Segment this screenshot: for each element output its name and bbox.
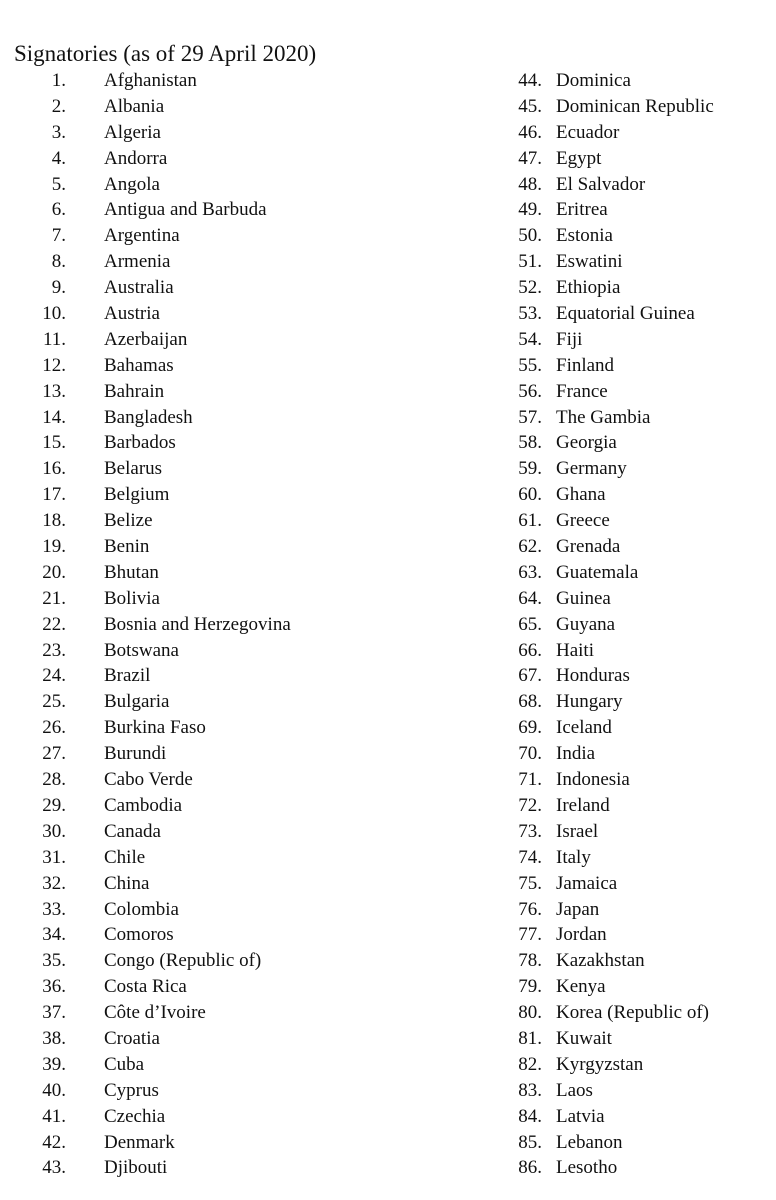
- item-number: 64.: [518, 587, 542, 609]
- item-number: 53.: [518, 303, 542, 325]
- country-name: Angola: [104, 173, 160, 195]
- country-name: Canada: [104, 820, 161, 842]
- item-number: 30.: [42, 820, 66, 842]
- item-number: 71.: [518, 769, 542, 791]
- item-number: 84.: [518, 1105, 542, 1127]
- country-name: Haiti: [556, 639, 594, 661]
- country-name: Comoros: [104, 924, 174, 946]
- item-number: 3.: [51, 121, 66, 143]
- country-name: Kazakhstan: [556, 950, 645, 972]
- country-name: Chile: [104, 846, 146, 868]
- country-name: Burundi: [104, 743, 167, 765]
- country-name: Croatia: [104, 1027, 160, 1049]
- item-number: 76.: [518, 898, 542, 920]
- country-name: Algeria: [104, 121, 161, 143]
- item-number: 36.: [42, 976, 66, 998]
- country-name: Bosnia and Herzegovina: [104, 613, 291, 635]
- page-title: Signatories (as of 29 April 2020): [14, 41, 317, 66]
- item-number: 28.: [42, 769, 66, 791]
- item-number: 55.: [518, 354, 542, 376]
- item-number: 26.: [42, 717, 66, 739]
- item-number: 44.: [518, 70, 542, 91]
- item-number: 56.: [518, 380, 542, 402]
- item-number: 37.: [42, 1002, 66, 1024]
- country-name: Equatorial Guinea: [556, 303, 695, 325]
- country-name: Fiji: [556, 328, 583, 350]
- country-name: Eswatini: [556, 251, 623, 273]
- country-name: Bahamas: [104, 354, 174, 376]
- item-number: 52.: [518, 277, 542, 299]
- country-name: Australia: [104, 277, 174, 299]
- item-number: 25.: [42, 691, 66, 713]
- item-number: 42.: [42, 1131, 66, 1153]
- item-number: 18.: [42, 510, 66, 532]
- item-number: 58.: [518, 432, 542, 454]
- country-name: China: [104, 872, 150, 894]
- item-number: 23.: [42, 639, 66, 661]
- country-name: Guatemala: [556, 561, 639, 583]
- item-number: 12.: [42, 354, 66, 376]
- country-name: Hungary: [556, 691, 623, 713]
- country-name: Ghana: [556, 484, 606, 506]
- country-name: Bangladesh: [104, 406, 193, 428]
- item-number: 70.: [518, 743, 542, 765]
- item-number: 21.: [42, 587, 66, 609]
- item-number: 86.: [518, 1157, 542, 1179]
- item-number: 27.: [42, 743, 66, 765]
- item-number: 83.: [518, 1079, 542, 1101]
- country-name: Eritrea: [556, 199, 608, 221]
- item-number: 22.: [42, 613, 66, 635]
- country-name: Kyrgyzstan: [556, 1053, 644, 1075]
- item-number: 17.: [42, 484, 66, 506]
- country-name: Finland: [556, 354, 615, 376]
- item-number: 61.: [518, 510, 542, 532]
- country-name: Germany: [556, 458, 627, 480]
- item-number: 20.: [42, 561, 66, 583]
- item-number: 16.: [42, 458, 66, 480]
- country-name: Antigua and Barbuda: [104, 199, 267, 221]
- item-number: 13.: [42, 380, 66, 402]
- country-name: The Gambia: [556, 406, 651, 428]
- country-name: Benin: [104, 536, 150, 558]
- country-name: Jordan: [556, 924, 607, 946]
- item-number: 29.: [42, 794, 66, 816]
- country-name: Armenia: [104, 251, 171, 273]
- item-number: 11.: [42, 328, 66, 350]
- country-name: Czechia: [104, 1105, 166, 1127]
- country-name: Denmark: [104, 1131, 175, 1153]
- country-name: Colombia: [104, 898, 179, 920]
- item-number: 1.: [51, 70, 66, 91]
- country-name: Argentina: [104, 225, 180, 247]
- country-name: El Salvador: [556, 173, 646, 195]
- country-name: Guyana: [556, 613, 616, 635]
- country-name: Belize: [104, 510, 153, 532]
- item-number: 32.: [42, 872, 66, 894]
- country-name: Bahrain: [104, 380, 165, 402]
- country-name: Greece: [556, 510, 610, 532]
- item-number: 73.: [518, 820, 542, 842]
- country-name: Bulgaria: [104, 691, 170, 713]
- item-number: 45.: [518, 95, 542, 117]
- country-name: Azerbaijan: [104, 328, 188, 350]
- item-number: 6.: [51, 199, 66, 221]
- country-name: Cuba: [104, 1053, 145, 1075]
- item-number: 72.: [518, 794, 542, 816]
- country-name: Austria: [104, 303, 160, 325]
- country-name: Ireland: [556, 794, 610, 816]
- country-name: Latvia: [556, 1105, 605, 1127]
- country-name: Côte d’Ivoire: [104, 1002, 206, 1024]
- item-number: 63.: [518, 561, 542, 583]
- country-name: Indonesia: [556, 769, 630, 791]
- item-number: 81.: [518, 1027, 542, 1049]
- country-name: Bolivia: [104, 587, 160, 609]
- country-name: Botswana: [104, 639, 179, 661]
- item-number: 85.: [518, 1131, 542, 1153]
- item-number: 67.: [518, 665, 542, 687]
- country-name: Afghanistan: [104, 70, 197, 91]
- country-name: Bhutan: [104, 561, 159, 583]
- item-number: 19.: [42, 536, 66, 558]
- item-number: 39.: [42, 1053, 66, 1075]
- country-name: Burkina Faso: [104, 717, 206, 739]
- country-name: India: [556, 743, 596, 765]
- item-number: 34.: [42, 924, 66, 946]
- country-name: Costa Rica: [104, 976, 187, 998]
- item-number: 8.: [51, 251, 66, 273]
- country-name: Iceland: [556, 717, 612, 739]
- country-name: Italy: [556, 846, 591, 868]
- item-number: 33.: [42, 898, 66, 920]
- item-number: 69.: [518, 717, 542, 739]
- country-name: Dominica: [556, 70, 631, 91]
- item-number: 49.: [518, 199, 542, 221]
- country-name: Israel: [556, 820, 599, 842]
- country-name: Belgium: [104, 484, 170, 506]
- item-number: 41.: [42, 1105, 66, 1127]
- item-number: 79.: [518, 976, 542, 998]
- item-number: 50.: [518, 225, 542, 247]
- item-number: 80.: [518, 1002, 542, 1024]
- country-name: Ethiopia: [556, 277, 621, 299]
- item-number: 57.: [518, 406, 542, 428]
- item-number: 46.: [518, 121, 542, 143]
- item-number: 68.: [518, 691, 542, 713]
- country-name: Laos: [556, 1079, 593, 1101]
- item-number: 4.: [51, 147, 66, 169]
- item-number: 48.: [518, 173, 542, 195]
- country-name: Dominican Republic: [556, 95, 714, 117]
- country-name: Djibouti: [104, 1157, 168, 1179]
- country-name: Lesotho: [556, 1157, 618, 1179]
- country-name: Lebanon: [556, 1131, 623, 1153]
- country-name: Honduras: [556, 665, 630, 687]
- country-name: Japan: [556, 898, 600, 920]
- country-name: Congo (Republic of): [104, 950, 262, 972]
- item-number: 82.: [518, 1053, 542, 1075]
- item-number: 78.: [518, 950, 542, 972]
- country-name: Korea (Republic of): [556, 1002, 709, 1024]
- item-number: 31.: [42, 846, 66, 868]
- item-number: 43.: [42, 1157, 66, 1179]
- item-number: 10.: [42, 303, 66, 325]
- item-number: 66.: [518, 639, 542, 661]
- country-name: Estonia: [556, 225, 613, 247]
- country-name: Kuwait: [556, 1027, 612, 1049]
- country-name: Cambodia: [104, 794, 183, 816]
- item-number: 74.: [518, 846, 542, 868]
- item-number: 59.: [518, 458, 542, 480]
- item-number: 77.: [518, 924, 542, 946]
- item-number: 47.: [518, 147, 542, 169]
- country-name: Georgia: [556, 432, 617, 454]
- country-name: Barbados: [104, 432, 176, 454]
- country-name: Jamaica: [556, 872, 618, 894]
- item-number: 35.: [42, 950, 66, 972]
- country-name: Grenada: [556, 536, 621, 558]
- country-name: Andorra: [104, 147, 168, 169]
- item-number: 62.: [518, 536, 542, 558]
- item-number: 75.: [518, 872, 542, 894]
- item-number: 15.: [42, 432, 66, 454]
- country-name: Cyprus: [104, 1079, 159, 1101]
- item-number: 65.: [518, 613, 542, 635]
- item-number: 24.: [42, 665, 66, 687]
- item-number: 2.: [51, 95, 66, 117]
- item-number: 7.: [51, 225, 66, 247]
- item-number: 5.: [51, 173, 66, 195]
- item-number: 60.: [518, 484, 542, 506]
- country-name: Brazil: [104, 665, 151, 687]
- country-name: Ecuador: [556, 121, 620, 143]
- country-name: Belarus: [104, 458, 163, 480]
- country-name: Guinea: [556, 587, 611, 609]
- item-number: 40.: [42, 1079, 66, 1101]
- country-name: France: [556, 380, 608, 402]
- country-name: Kenya: [556, 976, 606, 998]
- item-number: 9.: [51, 277, 66, 299]
- country-name: Albania: [104, 95, 165, 117]
- country-name: Egypt: [556, 147, 602, 169]
- country-name: Cabo Verde: [104, 769, 193, 791]
- item-number: 14.: [42, 406, 66, 428]
- item-number: 54.: [518, 328, 542, 350]
- item-number: 38.: [42, 1027, 66, 1049]
- item-number: 51.: [518, 251, 542, 273]
